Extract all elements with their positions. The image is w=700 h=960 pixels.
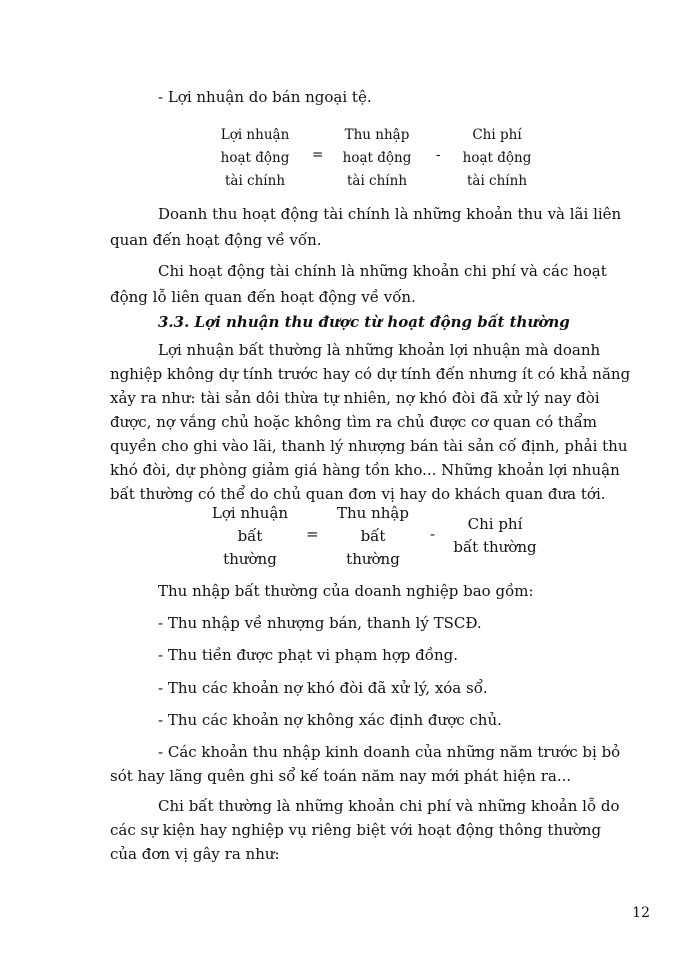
section-heading: 3.3. Lợi nhuận thu được từ hoạt động bất thường bbox=[158, 313, 570, 331]
paragraph-line: Lợi nhuận bất thường là những khoản lợi nhuận mà doanh bbox=[158, 341, 601, 359]
formula2-col3-line1: Chi phí bbox=[467, 515, 523, 533]
paragraph-line: được, nợ vắng chủ hoặc không tìm ra chủ được cơ quan có thẩm bbox=[110, 413, 598, 431]
list-item: - Thu nhập về nhượng bán, thanh lý TSCĐ. bbox=[158, 614, 482, 632]
formula2-col1-line3: thường bbox=[223, 550, 277, 568]
formula2-col1-line1: Lợi nhuận bbox=[211, 504, 289, 522]
minus-sign: - bbox=[430, 525, 436, 543]
formula2-col1-line2: bất bbox=[237, 527, 263, 545]
equals-sign: = bbox=[306, 525, 319, 543]
paragraph-line: của đơn vị gây ra như: bbox=[110, 845, 280, 863]
formula1-col-cost bbox=[432, 124, 562, 193]
paragraph-line: quyền cho ghi vào lãi, thanh lý nhượng bán tài sản cố định, phải thu bbox=[110, 437, 628, 455]
paragraph-line: nghiệp không dự tính trước hay có dự tính đến nhưng ít có khả năng bbox=[110, 365, 631, 383]
paragraph-line: bất thường có thể do chủ quan đơn vị hay do khách quan đưa tới. bbox=[110, 485, 606, 503]
formula2-col2-line1: Thu nhập bbox=[337, 504, 409, 522]
formula2-col3-line2: bất thường bbox=[453, 538, 537, 556]
list-item: - Các khoản thu nhập kinh doanh của những năm trước bị bỏ bbox=[158, 743, 621, 761]
formula2-col2-line2: bất bbox=[360, 527, 386, 545]
paragraph-line: Chi bất thường là những khoản chi phí và những khoản lỗ do bbox=[158, 797, 620, 815]
list-item-continuation: sót hay lãng quên ghi sổ kế toán năm nay mới phát hiện ra... bbox=[110, 767, 572, 785]
formula1-col3-line2: hoạt động bbox=[462, 150, 532, 166]
paragraph-line: quan đến hoạt động về vốn. bbox=[110, 231, 322, 249]
equals-sign: = bbox=[312, 147, 324, 163]
paragraph-line: Chi hoạt động tài chính là những khoản chi phí và các hoạt bbox=[158, 262, 607, 280]
text-line: - Lợi nhuận do bán ngoại tệ. bbox=[158, 88, 372, 106]
formula1-col2-line1: Thu nhập bbox=[344, 127, 410, 143]
list-item: - Thu tiền được phạt vi phạm hợp đồng. bbox=[158, 646, 458, 664]
formula2-col-income bbox=[308, 502, 438, 571]
formula1-col3-line1: Chi phí bbox=[472, 127, 522, 143]
paragraph-line: động lỗ liên quan đến hoạt động về vốn. bbox=[110, 288, 416, 306]
formula1-col1-line1: Lợi nhuận bbox=[220, 127, 290, 143]
formula2-col2-line3: thường bbox=[346, 550, 400, 568]
formula1-col-income bbox=[312, 124, 442, 193]
list-intro: Thu nhập bất thường của doanh nghiệp bao gồm: bbox=[158, 582, 534, 600]
paragraph-line: các sự kiện hay nghiệp vụ riêng biệt với hoạt động thông thường bbox=[110, 821, 602, 839]
paragraph-line: khó đòi, dự phòng giảm giá hàng tồn kho... Những khoản lợi nhuận bbox=[110, 461, 620, 479]
formula1-col2-line3: tài chính bbox=[346, 173, 408, 189]
formula1-col-profit bbox=[190, 124, 320, 193]
page-number: 12 bbox=[632, 905, 650, 921]
formula1-col3-line3: tài chính bbox=[466, 173, 528, 189]
minus-sign: - bbox=[436, 147, 441, 163]
formula1-col1-line2: hoạt động bbox=[220, 150, 290, 166]
list-item: - Thu các khoản nợ không xác định được chủ. bbox=[158, 711, 502, 729]
paragraph-line: Doanh thu hoạt động tài chính là những khoản thu và lãi liên bbox=[158, 205, 622, 223]
formula1-col1-line3: tài chính bbox=[224, 173, 286, 189]
list-item: - Thu các khoản nợ khó đòi đã xử lý, xóa sổ. bbox=[158, 679, 488, 697]
formula2-col-cost bbox=[430, 513, 560, 559]
paragraph-line: xảy ra như: tài sản dôi thừa tự nhiên, nợ khó đòi đã xử lý nay đòi bbox=[110, 389, 600, 407]
formula2-col-profit bbox=[185, 502, 315, 571]
formula1-col2-line2: hoạt động bbox=[342, 150, 412, 166]
